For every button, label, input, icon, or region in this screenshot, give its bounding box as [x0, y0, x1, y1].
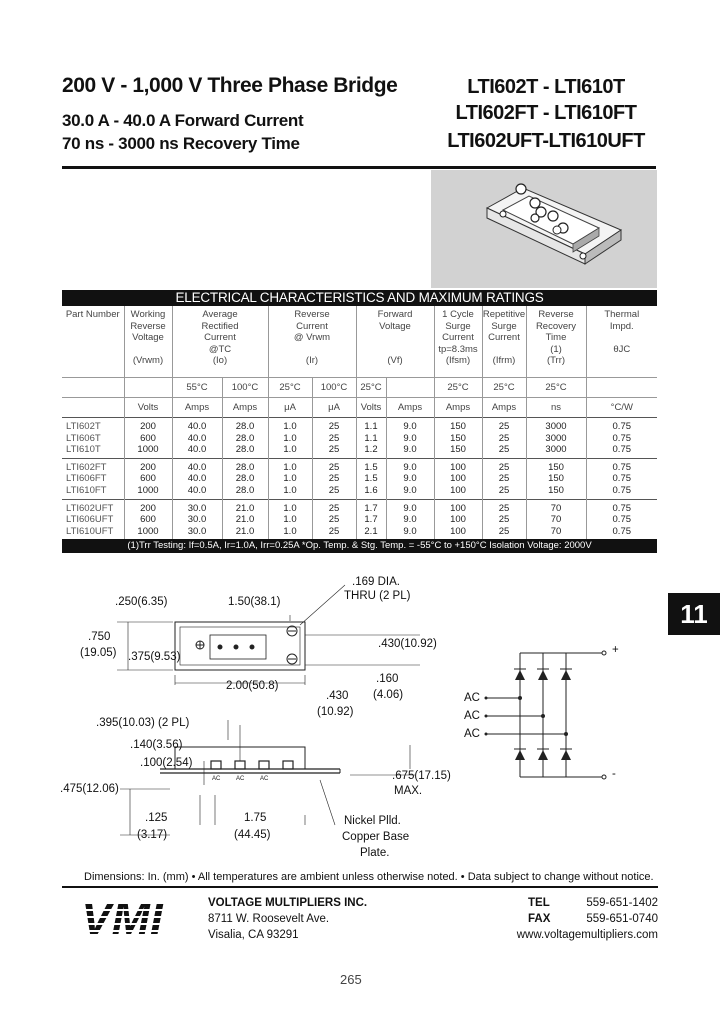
table-group-row	[62, 458, 657, 499]
value-cell: 1.0 1.0 1.0	[268, 499, 312, 539]
tel-number: 559-651-1402	[586, 897, 658, 909]
value-cell: 21.0 21.0 21.0	[222, 499, 268, 539]
company-logo	[62, 894, 182, 940]
subtitle-recovery: 70 ns - 3000 ns Recovery Time	[62, 134, 300, 153]
col-header: Forward Voltage (Vf)	[356, 306, 434, 378]
schematic-ac: AC	[464, 692, 480, 704]
col-header: Working Reverse Voltage (Vrwm)	[124, 306, 172, 378]
unit-cell: Amps	[172, 398, 222, 418]
dimensions-note: Dimensions: In. (mm) • All temperatures are ambient unless otherwise noted. • Data subject to change without notice.	[84, 871, 654, 883]
unit-cell: μA	[312, 398, 356, 418]
part-range-uft: LTI602UFT-LTI610UFT	[447, 130, 645, 152]
dim-label: MAX.	[394, 785, 423, 797]
col-header: Thermal Impd. θJC	[604, 309, 640, 355]
svg-text:AC: AC	[212, 776, 221, 782]
schematic-plus: +	[612, 644, 619, 656]
schematic-minus: -	[612, 768, 616, 780]
dim-label: .475(12.06)	[60, 783, 119, 795]
table-title: ELECTRICAL CHARACTERISTICS AND MAXIMUM RATINGS	[62, 290, 657, 306]
dim-label: .250(6.35)	[115, 596, 168, 608]
value-cell: 28.0 28.0 28.0	[222, 418, 268, 459]
dim-label: .430(10.92)	[378, 638, 437, 650]
value-cell: 1.0 1.0 1.0	[268, 458, 312, 499]
value-cell: 0.75 0.75 0.75	[586, 458, 657, 499]
subtitle-current: 30.0 A - 40.0 A Forward Current	[62, 111, 304, 130]
dim-label: .160	[376, 673, 399, 685]
bridge-module-illustration	[431, 170, 657, 288]
unit-cell: ns	[526, 398, 586, 418]
footer-rule	[62, 886, 658, 888]
svg-text:AC: AC	[236, 776, 245, 782]
header-rule	[62, 166, 656, 169]
value-cell: 70 70 70	[526, 499, 586, 539]
dim-label: (44.45)	[234, 829, 271, 841]
value-cell: 40.0 40.0 40.0	[172, 418, 222, 459]
dim-label: 1.50(38.1)	[228, 596, 281, 608]
unit-cell: Volts	[356, 398, 386, 418]
dim-label: .430	[326, 690, 349, 702]
part-range-t: LTI602T - LTI610T	[467, 76, 625, 98]
page-title: 200 V - 1,000 V Three Phase Bridge	[62, 74, 398, 97]
value-cell: 1.5 1.5 1.6	[356, 458, 386, 499]
website-link[interactable]: www.voltagemultipliers.com	[516, 929, 658, 941]
company-address-city: Visalia, CA 93291	[208, 929, 299, 941]
part-number-cell: LTI602UFT LTI606UFT LTI610UFT	[62, 499, 124, 539]
temp-cell: 25°C	[482, 378, 526, 398]
temp-cell: 100°C	[222, 378, 268, 398]
value-cell: 25 25 25	[312, 458, 356, 499]
value-cell: 40.0 40.0 40.0	[172, 458, 222, 499]
unit-cell: Amps	[482, 398, 526, 418]
value-cell: 25 25 25	[482, 458, 526, 499]
value-cell: 9.0 9.0 9.0	[386, 499, 434, 539]
company-name: VOLTAGE MULTIPLIERS INC.	[208, 897, 368, 909]
dim-label: .100(2.54)	[140, 757, 193, 769]
temp-cell: 25°C	[434, 378, 482, 398]
value-cell: 25 25 25	[312, 418, 356, 459]
dim-label: .140(3.56)	[130, 739, 183, 751]
bridge-schematic	[480, 640, 630, 790]
value-cell: 150 150 150	[526, 458, 586, 499]
dim-label: (10.92)	[317, 706, 354, 718]
module-top-outline	[175, 622, 305, 670]
col-header: Average Rectified Current @TC (Io)	[172, 306, 268, 378]
value-cell: 200 600 1000	[124, 418, 172, 459]
schematic-ac: AC	[464, 710, 480, 722]
value-cell: 25 25 25	[482, 499, 526, 539]
value-cell: 1.7 1.7 2.1	[356, 499, 386, 539]
unit-cell: Volts	[124, 398, 172, 418]
unit-cell: μA	[268, 398, 312, 418]
value-cell: 200 600 1000	[124, 458, 172, 499]
svg-text:AC: AC	[260, 776, 269, 782]
ratings-table	[62, 290, 657, 553]
temp-cell: 55°C	[172, 378, 222, 398]
value-cell: 25 25 25	[312, 499, 356, 539]
section-tab: 11	[668, 593, 720, 635]
dim-label: (19.05)	[80, 647, 117, 659]
col-header: Repetitive Surge Current (Ifrm)	[482, 306, 526, 378]
dim-label: .750	[88, 631, 111, 643]
unit-cell: °C/W	[586, 398, 657, 418]
value-cell: 100 100 100	[434, 499, 482, 539]
dim-label: .169 DIA.	[352, 576, 400, 588]
dim-label: (3.17)	[137, 829, 168, 841]
part-number-cell: LTI602T LTI606T LTI610T	[62, 418, 124, 459]
dim-label: 1.75	[244, 812, 267, 824]
dim-label: .375(9.53)	[128, 651, 181, 663]
col-header: 1 Cycle Surge Current tp=8.3ms (Ifsm)	[434, 306, 482, 378]
value-cell: 0.75 0.75 0.75	[586, 418, 657, 459]
value-cell: 28.0 28.0 28.0	[222, 458, 268, 499]
dim-label: Copper Base	[342, 831, 410, 843]
dim-label: Plate.	[360, 847, 390, 859]
value-cell: 150 150 150	[434, 418, 482, 459]
value-cell: 200 600 1000	[124, 499, 172, 539]
col-header: Reverse Recovery Time (1) (Trr)	[526, 306, 586, 378]
dim-label: .675(17.15)	[392, 770, 451, 782]
value-cell: 0.75 0.75 0.75	[586, 499, 657, 539]
dim-label: 2.00(50.8)	[226, 680, 279, 692]
table-units-row	[62, 398, 657, 418]
fax-number: 559-651-0740	[586, 913, 658, 925]
value-cell: 30.0 30.0 30.0	[172, 499, 222, 539]
table-group-row	[62, 418, 657, 459]
part-range-ft: LTI602FT - LTI610FT	[455, 102, 637, 124]
dim-label: Nickel Plld.	[344, 815, 401, 827]
value-cell: 1.1 1.1 1.2	[356, 418, 386, 459]
value-cell: 100 100 100	[434, 458, 482, 499]
unit-cell: Amps	[222, 398, 268, 418]
value-cell: 9.0 9.0 9.0	[386, 458, 434, 499]
dim-label: .395(10.03) (2 PL)	[96, 717, 190, 729]
value-cell: 3000 3000 3000	[526, 418, 586, 459]
dim-label: (4.06)	[373, 689, 404, 701]
temp-cell: 100°C	[312, 378, 356, 398]
unit-cell: Amps	[434, 398, 482, 418]
dim-label: .125	[145, 812, 168, 824]
value-cell: 9.0 9.0 9.0	[386, 418, 434, 459]
col-header: Reverse Current @ Vrwm (Ir)	[268, 306, 356, 378]
value-cell: 25 25 25	[482, 418, 526, 459]
temp-cell: 25°C	[356, 378, 386, 398]
page-number: 265	[340, 972, 362, 987]
company-address-street: 8711 W. Roosevelt Ave.	[208, 913, 330, 925]
table-group-row	[62, 499, 657, 539]
tel-label: TEL	[528, 897, 550, 909]
product-photo	[431, 170, 657, 288]
table-footnote: (1)Trr Testing: If=0.5A, Ir=1.0A, Irr=0.25A *Op. Temp. & Stg. Temp. = -55°C to +150°C Isolation Voltage: 2000V	[62, 539, 657, 553]
schematic-ac: AC	[464, 728, 480, 740]
table-column-headers	[62, 306, 657, 378]
value-cell: 1.0 1.0 1.0	[268, 418, 312, 459]
temp-cell: 25°C	[268, 378, 312, 398]
unit-cell: Amps	[386, 398, 434, 418]
temp-cell: 25°C	[526, 378, 586, 398]
dim-label: THRU (2 PL)	[344, 590, 411, 602]
fax-label: FAX	[528, 913, 551, 925]
part-number-cell: LTI602FT LTI606FT LTI610FT	[62, 458, 124, 499]
table-temps-row	[62, 378, 657, 398]
col-header: Part Number	[62, 306, 124, 378]
